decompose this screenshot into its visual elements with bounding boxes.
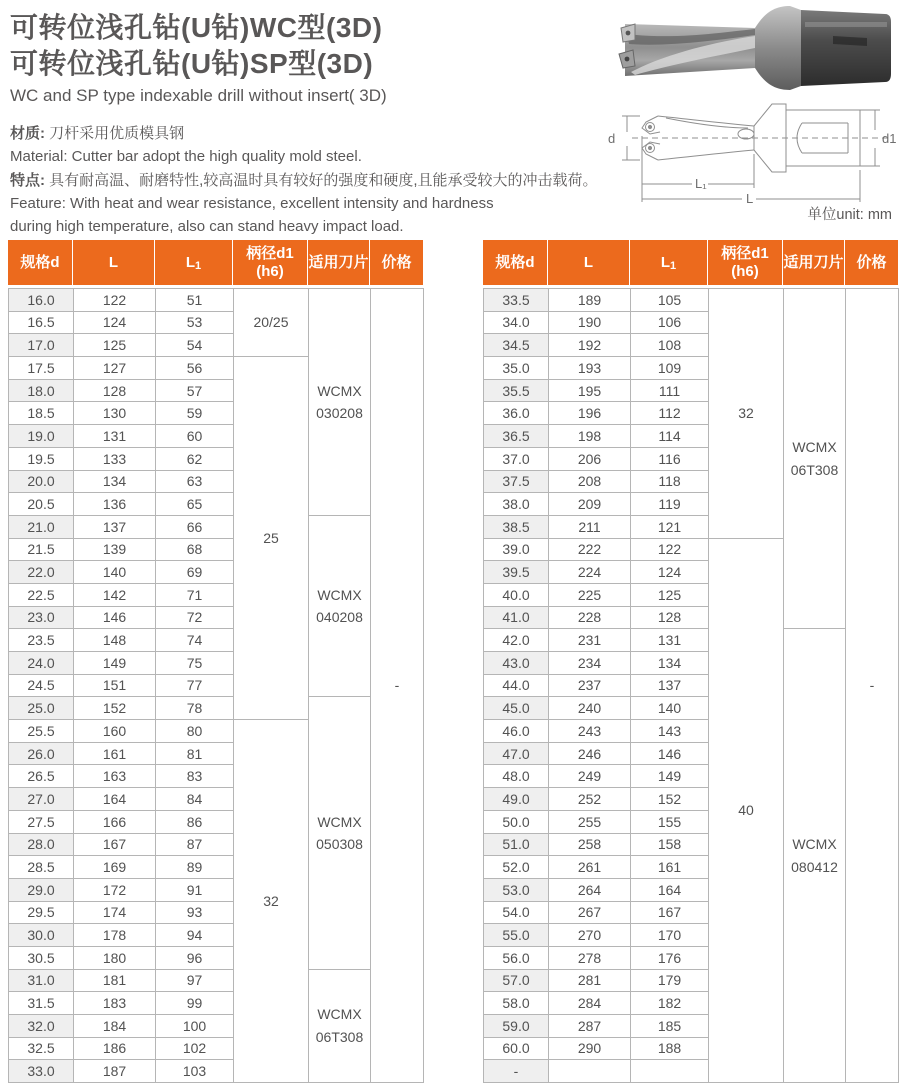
cell-l: 149 xyxy=(74,652,156,675)
cell-l1: 53 xyxy=(156,311,234,334)
cell-spec-d: 20.5 xyxy=(9,493,74,516)
table-row xyxy=(9,697,424,720)
cell-l1: 96 xyxy=(156,946,234,969)
cell-l: 281 xyxy=(549,969,631,992)
cell-l: 122 xyxy=(74,289,156,312)
cell-l1 xyxy=(631,1060,709,1083)
cell-l1: 188 xyxy=(631,1037,709,1060)
cell-l: 142 xyxy=(74,583,156,606)
cell-spec-d: 23.0 xyxy=(9,606,74,629)
cell-l1: 89 xyxy=(156,856,234,879)
cell-l1: 74 xyxy=(156,629,234,652)
cell-l1: 71 xyxy=(156,583,234,606)
cell-l: 246 xyxy=(549,742,631,765)
cell-spec-d: 40.0 xyxy=(484,583,549,606)
cell-spec-d: 28.0 xyxy=(9,833,74,856)
cell-l1: 149 xyxy=(631,765,709,788)
cell-l1: 105 xyxy=(631,289,709,312)
column-header: 柄径d1 (h6) xyxy=(708,240,783,285)
cell-l: 206 xyxy=(549,447,631,470)
cell-l1: 66 xyxy=(156,515,234,538)
cell-spec-d: 48.0 xyxy=(484,765,549,788)
cell-l: 187 xyxy=(74,1060,156,1083)
cell-spec-d: 26.5 xyxy=(9,765,74,788)
cell-l: 148 xyxy=(74,629,156,652)
cell-l1: 72 xyxy=(156,606,234,629)
cell-spec-d: 22.0 xyxy=(9,561,74,584)
cell-l: 134 xyxy=(74,470,156,493)
cell-l: 222 xyxy=(549,538,631,561)
cell-spec-d: 21.5 xyxy=(9,538,74,561)
cell-l: 208 xyxy=(549,470,631,493)
cell-l: 181 xyxy=(74,969,156,992)
cell-spec-d: 29.0 xyxy=(9,878,74,901)
cell-l1: 91 xyxy=(156,878,234,901)
cell-l: 225 xyxy=(549,583,631,606)
cell-l1: 143 xyxy=(631,720,709,743)
cell-l: 160 xyxy=(74,720,156,743)
cell-spec-d: 18.5 xyxy=(9,402,74,425)
cell-shank-d1: 25 xyxy=(234,357,309,720)
cell-l: 130 xyxy=(74,402,156,425)
cell-spec-d: 53.0 xyxy=(484,878,549,901)
cell-l1: 122 xyxy=(631,538,709,561)
cell-l1: 57 xyxy=(156,379,234,402)
cell-l1: 111 xyxy=(631,379,709,402)
cell-shank-d1: 32 xyxy=(234,720,309,1083)
cell-l1: 109 xyxy=(631,357,709,380)
cell-l xyxy=(549,1060,631,1083)
cell-l1: 87 xyxy=(156,833,234,856)
cell-spec-d: 17.5 xyxy=(9,357,74,380)
cell-l: 166 xyxy=(74,810,156,833)
cell-insert-type: WCMX 06T308 xyxy=(309,969,371,1082)
page-titles xyxy=(10,10,387,106)
cell-l1: 114 xyxy=(631,425,709,448)
cell-l1: 128 xyxy=(631,606,709,629)
material-line-en: Material: Cutter bar adopt the high quality mold steel. xyxy=(10,148,362,166)
unit-note: 单位unit: mm xyxy=(807,207,892,223)
column-header: L xyxy=(548,240,630,285)
cell-l: 252 xyxy=(549,788,631,811)
diagram-label-l1: L₁ xyxy=(695,176,707,191)
spec-table xyxy=(8,288,424,1083)
cell-spec-d: 30.5 xyxy=(9,946,74,969)
cell-spec-d: 41.0 xyxy=(484,606,549,629)
column-header: 规格d xyxy=(8,240,73,285)
cell-l: 125 xyxy=(74,334,156,357)
cell-l1: 164 xyxy=(631,878,709,901)
cell-l1: 81 xyxy=(156,742,234,765)
intro-text xyxy=(10,122,598,238)
cell-l1: 137 xyxy=(631,674,709,697)
cell-l: 180 xyxy=(74,946,156,969)
cell-l: 290 xyxy=(549,1037,631,1060)
cell-l: 284 xyxy=(549,992,631,1015)
cell-l1: 63 xyxy=(156,470,234,493)
cell-l: 264 xyxy=(549,878,631,901)
cell-spec-d: 58.0 xyxy=(484,992,549,1015)
cell-spec-d: 23.5 xyxy=(9,629,74,652)
cell-spec-d: 38.5 xyxy=(484,515,549,538)
drill-photo-illustration xyxy=(605,2,897,94)
cell-spec-d: 34.5 xyxy=(484,334,549,357)
cell-spec-d: 59.0 xyxy=(484,1015,549,1038)
cell-spec-d: 19.0 xyxy=(9,425,74,448)
cell-l: 237 xyxy=(549,674,631,697)
cell-l: 249 xyxy=(549,765,631,788)
cell-spec-d: 27.5 xyxy=(9,810,74,833)
cell-l: 270 xyxy=(549,924,631,947)
cell-l1: 60 xyxy=(156,425,234,448)
cell-spec-d: 29.5 xyxy=(9,901,74,924)
cell-l: 190 xyxy=(549,311,631,334)
cell-spec-d: 52.0 xyxy=(484,856,549,879)
cell-price: - xyxy=(371,289,424,1083)
cell-l1: 99 xyxy=(156,992,234,1015)
cell-l: 243 xyxy=(549,720,631,743)
cell-l: 136 xyxy=(74,493,156,516)
cell-l: 178 xyxy=(74,924,156,947)
technical-diagram xyxy=(596,96,896,204)
cell-spec-d: 51.0 xyxy=(484,833,549,856)
table-row xyxy=(9,969,424,992)
cell-l1: 62 xyxy=(156,447,234,470)
cell-price: - xyxy=(846,289,899,1083)
product-photo xyxy=(605,2,897,94)
cell-l: 261 xyxy=(549,856,631,879)
cell-spec-d: 16.0 xyxy=(9,289,74,312)
table-row xyxy=(484,289,899,312)
cell-spec-d: 32.5 xyxy=(9,1037,74,1060)
cell-l: 133 xyxy=(74,447,156,470)
cell-l: 172 xyxy=(74,878,156,901)
cell-spec-d: 49.0 xyxy=(484,788,549,811)
feature-line-en2: during high temperature, also can stand heavy impact load. xyxy=(10,218,404,235)
cell-l1: 84 xyxy=(156,788,234,811)
cell-spec-d: 43.0 xyxy=(484,652,549,675)
cell-l1: 167 xyxy=(631,901,709,924)
diagram-label-d1: d1 xyxy=(882,131,896,146)
cell-l1: 161 xyxy=(631,856,709,879)
cell-spec-d: - xyxy=(484,1060,549,1083)
cell-l1: 59 xyxy=(156,402,234,425)
cell-spec-d: 18.0 xyxy=(9,379,74,402)
cell-l: 186 xyxy=(74,1037,156,1060)
cell-spec-d: 45.0 xyxy=(484,697,549,720)
cell-l1: 106 xyxy=(631,311,709,334)
cell-spec-d: 16.5 xyxy=(9,311,74,334)
cell-l: 234 xyxy=(549,652,631,675)
cell-l: 139 xyxy=(74,538,156,561)
cell-l: 287 xyxy=(549,1015,631,1038)
cell-spec-d: 54.0 xyxy=(484,901,549,924)
material-label: 材质: xyxy=(10,125,45,142)
cell-l: 146 xyxy=(74,606,156,629)
cell-l: 224 xyxy=(549,561,631,584)
cell-l1: 125 xyxy=(631,583,709,606)
cell-spec-d: 35.5 xyxy=(484,379,549,402)
column-header: $L_1$ xyxy=(155,240,233,285)
cell-l1: 97 xyxy=(156,969,234,992)
cell-spec-d: 50.0 xyxy=(484,810,549,833)
cell-l1: 78 xyxy=(156,697,234,720)
cell-l: 189 xyxy=(549,289,631,312)
cell-l1: 103 xyxy=(156,1060,234,1083)
cell-spec-d: 36.5 xyxy=(484,425,549,448)
cell-spec-d: 33.5 xyxy=(484,289,549,312)
cell-spec-d: 35.0 xyxy=(484,357,549,380)
cell-l: 231 xyxy=(549,629,631,652)
cell-l1: 80 xyxy=(156,720,234,743)
cell-l: 152 xyxy=(74,697,156,720)
page-title-line1: 可转位浅孔钻(U钻)WC型(3D) xyxy=(10,12,383,43)
cell-l: 198 xyxy=(549,425,631,448)
cell-spec-d: 38.0 xyxy=(484,493,549,516)
cell-l1: 65 xyxy=(156,493,234,516)
cell-spec-d: 19.5 xyxy=(9,447,74,470)
column-header: 适用刀片 xyxy=(783,240,845,285)
cell-l1: 116 xyxy=(631,447,709,470)
cell-spec-d: 57.0 xyxy=(484,969,549,992)
cell-l1: 152 xyxy=(631,788,709,811)
cell-l1: 77 xyxy=(156,674,234,697)
left-spec-table xyxy=(8,240,423,1083)
cell-l1: 112 xyxy=(631,402,709,425)
cell-spec-d: 32.0 xyxy=(9,1015,74,1038)
cell-spec-d: 20.0 xyxy=(9,470,74,493)
cell-spec-d: 46.0 xyxy=(484,720,549,743)
cell-l1: 119 xyxy=(631,493,709,516)
column-header: 柄径d1 (h6) xyxy=(233,240,308,285)
feature-line-cn xyxy=(10,169,598,192)
cell-insert-type: WCMX 040208 xyxy=(309,515,371,697)
cell-shank-d1: 40 xyxy=(709,538,784,1083)
cell-l: 267 xyxy=(549,901,631,924)
column-header: 价格 xyxy=(845,240,898,285)
cell-l: 131 xyxy=(74,425,156,448)
cell-spec-d: 39.5 xyxy=(484,561,549,584)
cell-l1: 158 xyxy=(631,833,709,856)
cell-l: 255 xyxy=(549,810,631,833)
cell-spec-d: 17.0 xyxy=(9,334,74,357)
cell-l: 137 xyxy=(74,515,156,538)
cell-spec-d: 25.5 xyxy=(9,720,74,743)
cell-l1: 83 xyxy=(156,765,234,788)
cell-insert-type: WCMX 080412 xyxy=(784,629,846,1083)
cell-l1: 108 xyxy=(631,334,709,357)
table-row xyxy=(9,515,424,538)
cell-spec-d: 44.0 xyxy=(484,674,549,697)
cell-spec-d: 36.0 xyxy=(484,402,549,425)
cell-l: 151 xyxy=(74,674,156,697)
cell-l1: 155 xyxy=(631,810,709,833)
cell-l: 140 xyxy=(74,561,156,584)
cell-l: 183 xyxy=(74,992,156,1015)
column-header: $L_1$ xyxy=(630,240,708,285)
dimension-drawing xyxy=(596,96,896,204)
material-line-cn xyxy=(10,122,598,145)
cell-l: 209 xyxy=(549,493,631,516)
cell-l1: 179 xyxy=(631,969,709,992)
cell-l: 240 xyxy=(549,697,631,720)
cell-l1: 75 xyxy=(156,652,234,675)
cell-spec-d: 30.0 xyxy=(9,924,74,947)
cell-spec-d: 26.0 xyxy=(9,742,74,765)
cell-l1: 56 xyxy=(156,357,234,380)
cell-spec-d: 56.0 xyxy=(484,946,549,969)
cell-spec-d: 31.0 xyxy=(9,969,74,992)
cell-l1: 176 xyxy=(631,946,709,969)
material-text-cn: 刀杆采用优质模具钢 xyxy=(49,125,185,142)
cell-spec-d: 42.0 xyxy=(484,629,549,652)
cell-spec-d: 60.0 xyxy=(484,1037,549,1060)
cell-l: 174 xyxy=(74,901,156,924)
cell-spec-d: 28.5 xyxy=(9,856,74,879)
cell-spec-d: 33.0 xyxy=(9,1060,74,1083)
cell-l: 164 xyxy=(74,788,156,811)
cell-l1: 124 xyxy=(631,561,709,584)
cell-l1: 121 xyxy=(631,515,709,538)
cell-spec-d: 34.0 xyxy=(484,311,549,334)
cell-l: 169 xyxy=(74,856,156,879)
cell-l: 195 xyxy=(549,379,631,402)
table-header-row xyxy=(8,240,423,285)
spec-table xyxy=(483,288,899,1083)
cell-l1: 100 xyxy=(156,1015,234,1038)
cell-l1: 140 xyxy=(631,697,709,720)
cell-spec-d: 24.5 xyxy=(9,674,74,697)
cell-spec-d: 37.0 xyxy=(484,447,549,470)
cell-spec-d: 55.0 xyxy=(484,924,549,947)
page-subtitle-en: WC and SP type indexable drill without insert( 3D) xyxy=(10,85,387,105)
cell-l: 184 xyxy=(74,1015,156,1038)
cell-spec-d: 39.0 xyxy=(484,538,549,561)
table-row xyxy=(484,629,899,652)
cell-spec-d: 22.5 xyxy=(9,583,74,606)
feature-label: 特点: xyxy=(10,171,45,189)
cell-l: 192 xyxy=(549,334,631,357)
cell-spec-d: 25.0 xyxy=(9,697,74,720)
right-spec-table xyxy=(483,240,897,1083)
column-header: 适用刀片 xyxy=(308,240,370,285)
cell-spec-d: 31.5 xyxy=(9,992,74,1015)
cell-l1: 54 xyxy=(156,334,234,357)
column-header: 价格 xyxy=(370,240,423,285)
cell-spec-d: 47.0 xyxy=(484,742,549,765)
cell-insert-type: WCMX 030208 xyxy=(309,289,371,516)
page-title-line2: 可转位浅孔钻(U钻)SP型(3D) xyxy=(10,47,374,79)
cell-spec-d: 37.5 xyxy=(484,470,549,493)
cell-insert-type: WCMX 050308 xyxy=(309,697,371,969)
cell-l1: 146 xyxy=(631,742,709,765)
cell-l1: 68 xyxy=(156,538,234,561)
cell-l1: 134 xyxy=(631,652,709,675)
cell-l1: 185 xyxy=(631,1015,709,1038)
cell-l1: 69 xyxy=(156,561,234,584)
cell-spec-d: 24.0 xyxy=(9,652,74,675)
cell-l: 163 xyxy=(74,765,156,788)
cell-l: 228 xyxy=(549,606,631,629)
cell-l1: 102 xyxy=(156,1037,234,1060)
diagram-label-d: d xyxy=(608,131,616,146)
table-header-row xyxy=(483,240,897,285)
cell-l1: 131 xyxy=(631,629,709,652)
cell-l1: 118 xyxy=(631,470,709,493)
cell-spec-d: 27.0 xyxy=(9,788,74,811)
cell-l1: 93 xyxy=(156,901,234,924)
cell-l1: 182 xyxy=(631,992,709,1015)
cell-l: 258 xyxy=(549,833,631,856)
cell-l1: 86 xyxy=(156,810,234,833)
cell-insert-type: WCMX 06T308 xyxy=(784,289,846,629)
column-header: L xyxy=(73,240,155,285)
cell-shank-d1: 20/25 xyxy=(234,289,309,357)
cell-l: 127 xyxy=(74,357,156,380)
cell-shank-d1: 32 xyxy=(709,289,784,539)
cell-l1: 51 xyxy=(156,289,234,312)
column-header: 规格d xyxy=(483,240,548,285)
cell-spec-d: 21.0 xyxy=(9,515,74,538)
cell-l: 161 xyxy=(74,742,156,765)
cell-l1: 94 xyxy=(156,924,234,947)
cell-l: 196 xyxy=(549,402,631,425)
table-row xyxy=(9,289,424,312)
diagram-label-l: L xyxy=(746,191,754,204)
cell-l: 124 xyxy=(74,311,156,334)
cell-l: 128 xyxy=(74,379,156,402)
cell-l: 167 xyxy=(74,833,156,856)
cell-l1: 170 xyxy=(631,924,709,947)
cell-l: 278 xyxy=(549,946,631,969)
feature-text-cn: 具有耐高温、耐磨特性,较高温时具有较好的强度和硬度,且能承受较大的冲击载荷。 xyxy=(49,171,598,189)
feature-line-en1: Feature: With heat and wear resistance, excellent intensity and hardness xyxy=(10,194,494,212)
cell-l: 193 xyxy=(549,357,631,380)
cell-l: 211 xyxy=(549,515,631,538)
